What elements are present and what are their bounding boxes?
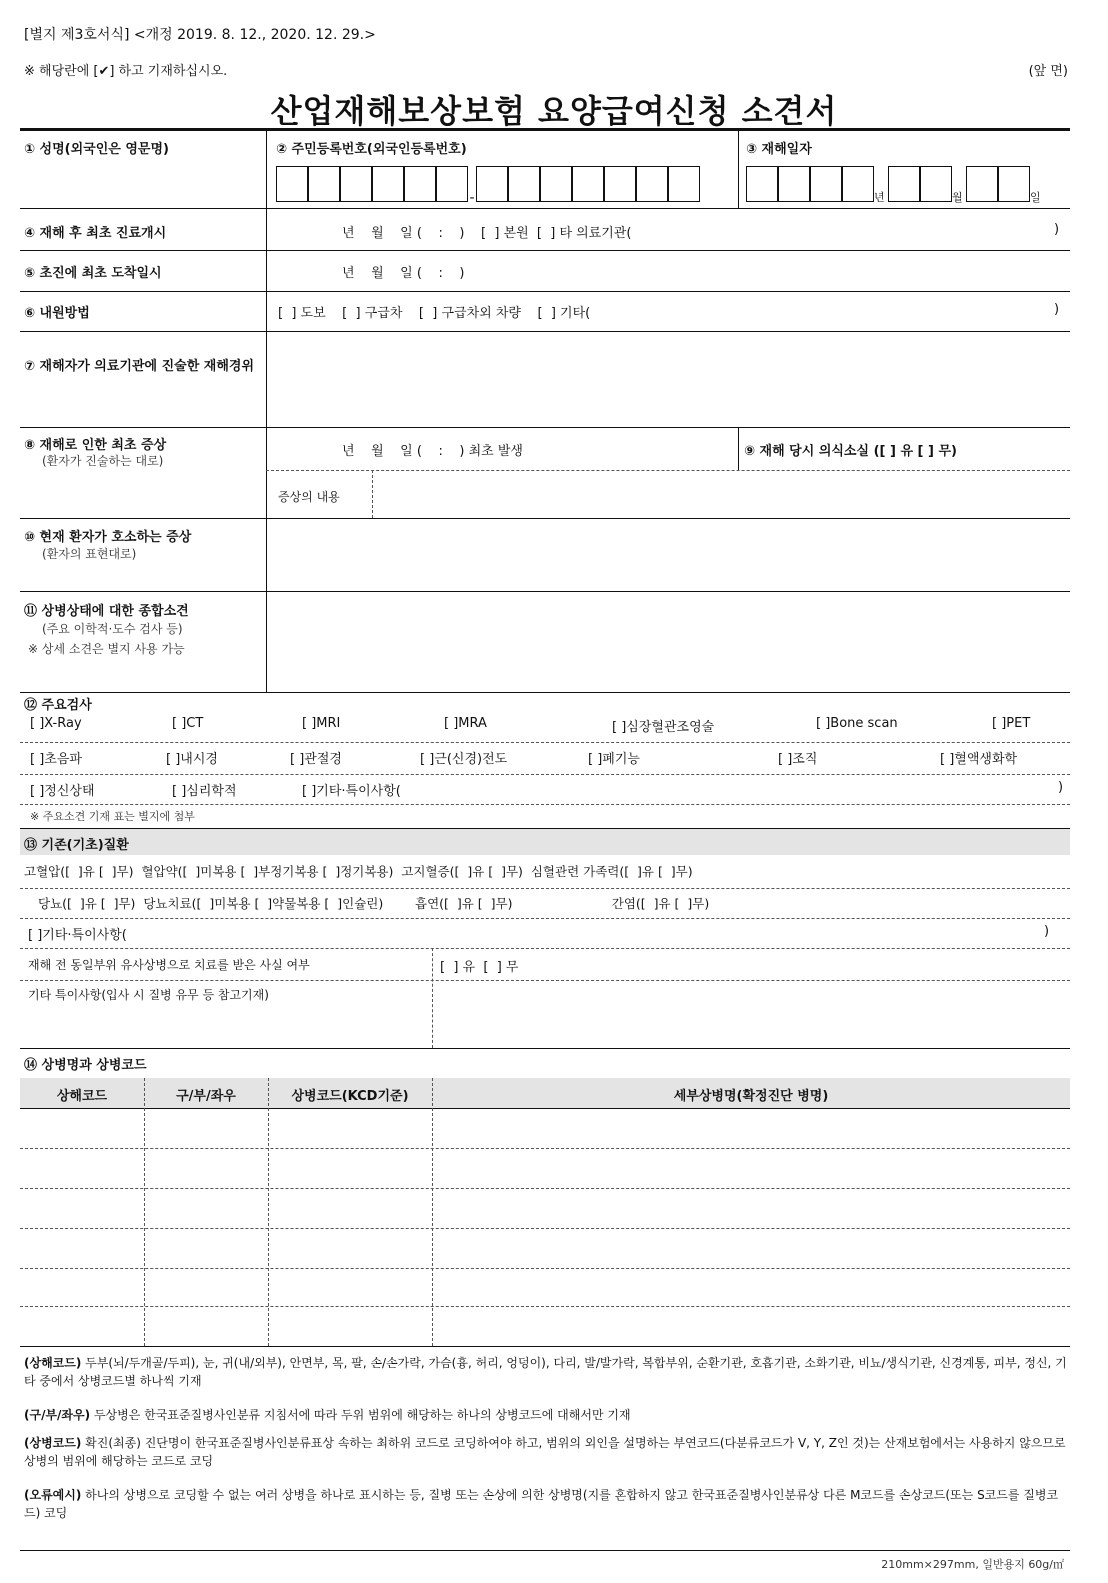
existing-disease-label: ⑬ 기존(기초)질환 bbox=[24, 838, 129, 853]
rrn-label: ② 주민등록번호(외국인등록번호) bbox=[276, 142, 467, 157]
col-kcd-code: 상병코드(KCD기준) bbox=[291, 1089, 409, 1104]
arrival-value[interactable]: 년 월 일 ( : ) bbox=[342, 266, 465, 281]
overall-opinion-sub2: ※ 상세 소견은 별지 사용 가능 bbox=[28, 642, 185, 656]
arrival-label: ⑤ 초진에 최초 도착일시 bbox=[24, 266, 162, 281]
diagnosis-label: ⑭ 상병명과 상병코드 bbox=[24, 1058, 147, 1073]
table-row[interactable] bbox=[20, 1148, 1070, 1149]
overall-opinion-sub1: (주요 이학적·도수 검사 등) bbox=[42, 622, 183, 636]
instruction: ※ 해당란에 [✔] 하고 기재하십시오. bbox=[24, 64, 228, 79]
other-notes-field[interactable] bbox=[440, 984, 1064, 1044]
existing-other[interactable]: [ ]기타·특이사항( bbox=[28, 928, 127, 943]
prior-treatment-value[interactable]: [ ] 유 [ ] 무 bbox=[440, 960, 519, 975]
table-row[interactable] bbox=[20, 1268, 1070, 1269]
current-symptom-field[interactable] bbox=[272, 522, 1064, 588]
accident-account-field[interactable] bbox=[272, 336, 1064, 424]
rrn-input-boxes[interactable]: - bbox=[276, 166, 700, 206]
note-disease-code: (상병코드) 확진(최종) 진단명이 한국표준질병사인분류표상 속하는 최하위 코드로 코딩하여야 하고, 범위의 외인을 설명하는 부연코드(다분류코드가 V, Y, Z인 것)는 산재보험에서는 사용하지 않으므로 상병의 범위에 해당하는 코드로 코딩 bbox=[24, 1436, 1066, 1468]
test-bone-scan[interactable]: [ ]Bone scan bbox=[816, 716, 898, 731]
accident-date-label: ③ 재해일자 bbox=[746, 142, 812, 157]
test-angiography[interactable]: [ ]심장혈관조영술 bbox=[612, 720, 715, 735]
visit-method-label: ⑥ 내원방법 bbox=[24, 306, 90, 321]
current-symptom-sub: (환자의 표현대로) bbox=[42, 547, 137, 561]
test-ultrasound[interactable]: [ ]초음파 bbox=[30, 752, 82, 767]
first-symptom-sub: (환자가 진술하는 대로) bbox=[42, 454, 164, 468]
note-injury-code: (상해코드) 두부(뇌/두개골/두피), 눈, 귀(내/외부), 안면부, 목, 팔, 손/손가락, 가슴(흉, 허리, 엉덩이), 다리, 발/발가락, 복합부위, 순환기관, 호흡기관, 소화기관, 비뇨/생식기관, 신경계통, 피부, 정신, 기타 중에서 상병코드별 하나씩 기재 bbox=[24, 1356, 1067, 1388]
table-row[interactable] bbox=[20, 1188, 1070, 1189]
test-xray[interactable]: [ ]X-Ray bbox=[30, 716, 82, 731]
test-emg[interactable]: [ ]근(신경)전도 bbox=[420, 752, 508, 767]
other-notes-label: 기타 특이사항(입사 시 질병 유무 등 참고기재) bbox=[28, 988, 269, 1002]
test-mental-status[interactable]: [ ]정신상태 bbox=[30, 784, 95, 799]
consciousness-loss[interactable]: ⑨ 재해 당시 의식소실 ([ ] 유 [ ] 무) bbox=[744, 444, 957, 459]
existing-line2[interactable]: 당뇨([ ]유 [ ]무) 당뇨치료([ ]미복용 [ ]약물복용 [ ]인슐린) 흡연([ ]유 [ ]무) 간염([ ]유 [ ]무) bbox=[38, 896, 710, 911]
paper-size: 210mm×297mm, 일반용지 60g/㎡ bbox=[881, 1558, 1064, 1571]
test-tissue[interactable]: [ ]조직 bbox=[778, 752, 818, 767]
test-mra[interactable]: [ ]MRA bbox=[444, 716, 487, 731]
page-side: (앞 면) bbox=[1028, 64, 1068, 79]
overall-opinion-field[interactable] bbox=[272, 596, 1064, 688]
symptom-content-label: 증상의 내용 bbox=[278, 490, 340, 504]
test-blood[interactable]: [ ]혈액생화학 bbox=[940, 752, 1018, 767]
form-number: [별지 제3호서식] <개정 2019. 8. 12., 2020. 12. 29.> bbox=[24, 27, 376, 43]
first-treatment-value[interactable]: 년 월 일 ( : ) [ ] 본원 [ ] 타 의료기관( bbox=[342, 226, 632, 241]
note-side: (구/부/좌우) 두상병은 한국표준질병사인분류 지침서에 따라 두위 범위에 해당하는 하나의 상병코드에 대해서만 기재 bbox=[24, 1408, 631, 1422]
test-arthroscopy[interactable]: [ ]관절경 bbox=[290, 752, 342, 767]
major-tests-label: ⑫ 주요검사 bbox=[24, 698, 92, 713]
test-psychological[interactable]: [ ]심리학적 bbox=[172, 784, 237, 799]
visit-method-value[interactable]: [ ] 도보 [ ] 구급차 [ ] 구급차외 차량 [ ] 기타( bbox=[278, 306, 591, 321]
test-pet[interactable]: [ ]PET bbox=[992, 716, 1031, 731]
name-label: ① 성명(외국인은 영문명) bbox=[24, 142, 169, 157]
table-row[interactable] bbox=[20, 1228, 1070, 1229]
test-mri[interactable]: [ ]MRI bbox=[302, 716, 341, 731]
col-diagnosis-name: 세부상병명(확정진단 병명) bbox=[673, 1089, 829, 1104]
accident-account-label: ⑦ 재해자가 의료기관에 진술한 재해경위 bbox=[24, 359, 255, 374]
first-symptom-date[interactable]: 년 월 일 ( : ) 최초 발생 bbox=[342, 444, 523, 459]
col-injury-code: 상해코드 bbox=[56, 1089, 108, 1104]
test-ct[interactable]: [ ]CT bbox=[172, 716, 204, 731]
note-error-example: (오류예시) 하나의 상병으로 코딩할 수 없는 여러 상병을 하나로 표시하는 등, 질병 또는 손상에 의한 상병명(지를 혼합하지 않고 한국표준질병사인분류상 다른 M코드를 손상코드(또는 S코드를 질병코드) 코딩 bbox=[24, 1488, 1059, 1520]
table-row[interactable] bbox=[20, 1306, 1070, 1307]
test-other[interactable]: [ ]기타·특이사항( bbox=[302, 784, 401, 799]
first-treatment-label: ④ 재해 후 최초 진료개시 bbox=[24, 226, 167, 241]
test-endoscopy[interactable]: [ ]내시경 bbox=[166, 752, 218, 767]
top-rule bbox=[20, 128, 1070, 131]
existing-line1[interactable]: 고혈압([ ]유 [ ]무) 혈압약([ ]미복용 [ ]부정기복용 [ ]정기복용) 고지혈증([ ]유 [ ]무) 심혈관련 가족력([ ]유 [ ]무) bbox=[24, 864, 693, 879]
prior-treatment-label: 재해 전 동일부위 유사상병으로 치료를 받은 사실 여부 bbox=[28, 958, 310, 972]
current-symptom-label: ⑩ 현재 환자가 호소하는 증상 bbox=[24, 530, 192, 545]
test-lung-function[interactable]: [ ]폐기능 bbox=[588, 752, 640, 767]
existing-disease-header bbox=[20, 829, 1070, 855]
date-input-boxes[interactable]: 년 월 일 bbox=[746, 166, 1040, 205]
col-side: 구/부/좌우 bbox=[176, 1089, 236, 1104]
test-note: ※ 주요소견 기재 표는 별지에 첨부 bbox=[30, 810, 195, 823]
overall-opinion-label: ⑪ 상병상태에 대한 종합소견 bbox=[24, 604, 189, 619]
page-title: 산업재해보상보험 요양급여신청 소견서 bbox=[270, 92, 838, 130]
first-symptom-label: ⑧ 재해로 인한 최초 증상 bbox=[24, 438, 167, 453]
